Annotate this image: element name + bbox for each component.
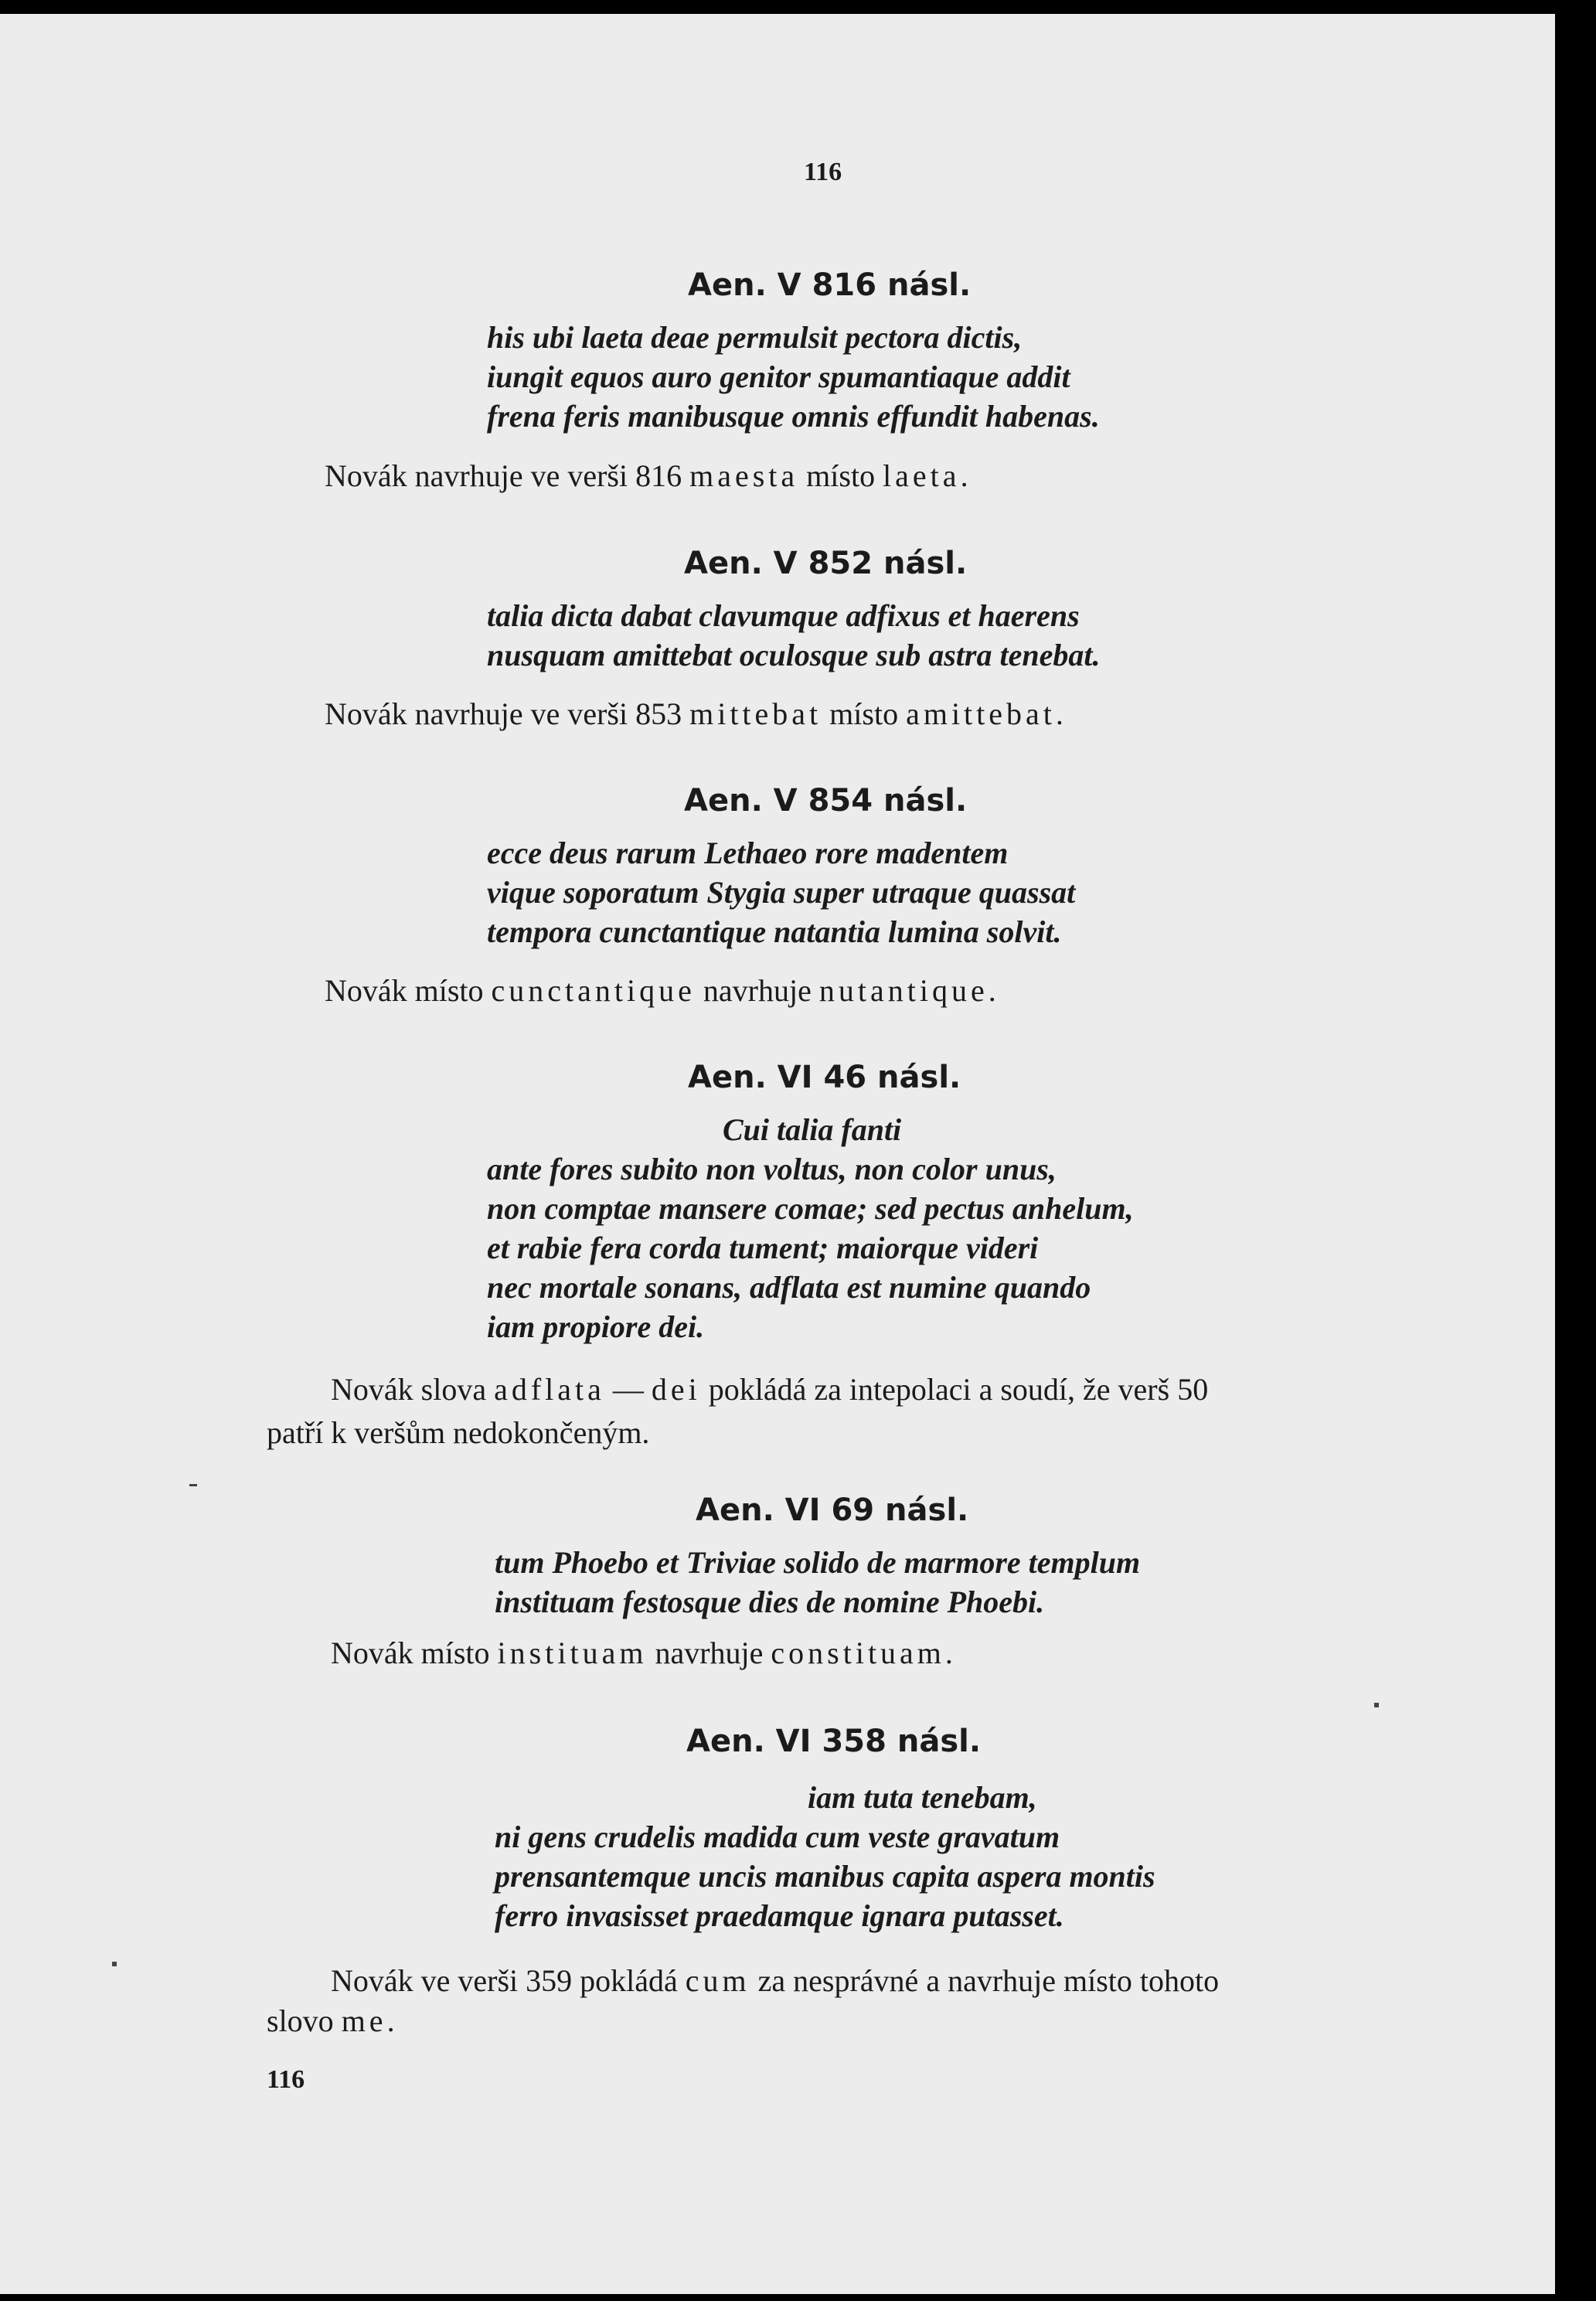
scan-speck [112,1962,117,1966]
commentary-note [331,1959,1219,2003]
verse-line: iam tuta tenebam, [808,1780,1037,1815]
spaced-word: dei [651,1372,701,1407]
note-text: — [604,1372,652,1407]
note-text: . [386,2003,395,2038]
spaced-word: maesta [689,458,799,493]
verse-block [487,596,1100,675]
verse-line: iungit equos auro genitor spumantiaque addit [487,359,1070,394]
scan-speck [1374,1703,1379,1707]
note-text: slovo [267,2003,342,2038]
verse-line: iam propiore dei. [487,1309,705,1344]
verse-line: tum Phoebo et Triviae solido de marmore templum [495,1545,1141,1580]
commentary-note [325,693,1063,736]
verse-line: non comptae mansere comae; sed pectus anhelum, [487,1191,1134,1226]
verse-block [487,1110,1134,1346]
note-text: . [1055,696,1063,731]
verse-line: his ubi laeta deae permulsit pectora dictis, [487,320,1023,355]
note-text: pokládá za intepolaci a soudí, že verš 50 [700,1372,1209,1407]
verse-line: frena feris manibusque omnis effundit habenas. [487,399,1100,434]
page-number-top: 116 [804,158,842,186]
verse-line: tempora cunctantique natantia lumina solvit. [487,914,1062,949]
note-text: za nesprávné a navrhuje místo tohoto [750,1963,1220,1998]
commentary-note-continued [267,2000,395,2043]
page-number-bottom: 116 [267,2065,305,2094]
spaced-word: cunctantique [491,973,696,1008]
note-text: . [960,458,968,493]
note-text: Novák místo [331,1636,498,1670]
spaced-word: adflata [494,1372,605,1407]
note-text: navrhuje [647,1636,771,1670]
spaced-word: nutantique [818,973,989,1008]
note-text: místo [822,696,907,731]
verse-line: vique soporatum Stygia super utraque quassat [487,875,1076,910]
note-text: Novák ve verši 359 pokládá [331,1963,686,1998]
verse-line: et rabie fera corda tument; maiorque videri [487,1230,1039,1265]
spaced-word: mittebat [689,696,822,731]
commentary-note [331,1632,953,1675]
verse-line: ante fores subito non voltus, non color unus, [487,1152,1057,1186]
commentary-note [325,969,996,1013]
note-text: navrhuje [695,973,819,1008]
spaced-word: instituam [497,1636,648,1670]
note-text: Novák navrhuje ve verši 853 [325,696,690,731]
verse-line: Cui talia fanti [723,1112,902,1147]
section-heading: Aen. VI 46 násl. [688,1060,961,1095]
verse-block [487,833,1075,951]
verse-block [495,1543,1140,1622]
verse-line: ferro invasisset praedamque ignara putasset. [495,1898,1064,1933]
verse-block [487,318,1100,436]
spaced-word: me [341,2003,387,2038]
section-heading: Aen. V 852 násl. [684,546,968,581]
verse-block [495,1778,1155,1935]
commentary-note [331,1368,1208,1411]
spaced-word: constituam [771,1636,945,1670]
note-text: Novák místo [325,973,492,1008]
note-text: . [944,1636,953,1670]
verse-line: prensantemque uncis manibus capita aspera montis [495,1859,1155,1894]
section-heading: Aen. VI 358 násl. [686,1724,982,1759]
verse-line: instituam festosque dies de nomine Phoebi. [495,1584,1045,1619]
verse-line: ni gens crudelis madida cum veste gravatum [495,1819,1060,1854]
verse-line: ecce deus rarum Lethaeo rore madentem [487,836,1009,870]
spaced-word: laeta [883,458,961,493]
note-text: Novák slova [331,1372,495,1407]
note-text: místo [798,458,883,493]
note-text: Novák navrhuje ve verši 816 [325,458,690,493]
spaced-word: amittebat [906,696,1056,731]
note-text: . [988,973,996,1008]
scan-speck [189,1484,197,1486]
verse-line: talia dicta dabat clavumque adfixus et haerens [487,598,1080,633]
spaced-word: cum [685,1963,750,1998]
scanned-page [0,14,1555,2294]
commentary-note [325,454,968,498]
commentary-note-continued: patří k veršům nedokončeným. [267,1415,650,1450]
section-heading: Aen. V 816 násl. [688,267,972,303]
verse-line: nusquam amittebat oculosque sub astra tenebat. [487,638,1101,672]
section-heading: Aen. VI 69 násl. [696,1493,969,1528]
section-heading: Aen. V 854 násl. [684,783,968,819]
verse-line: nec mortale sonans, adflata est numine quando [487,1270,1091,1305]
